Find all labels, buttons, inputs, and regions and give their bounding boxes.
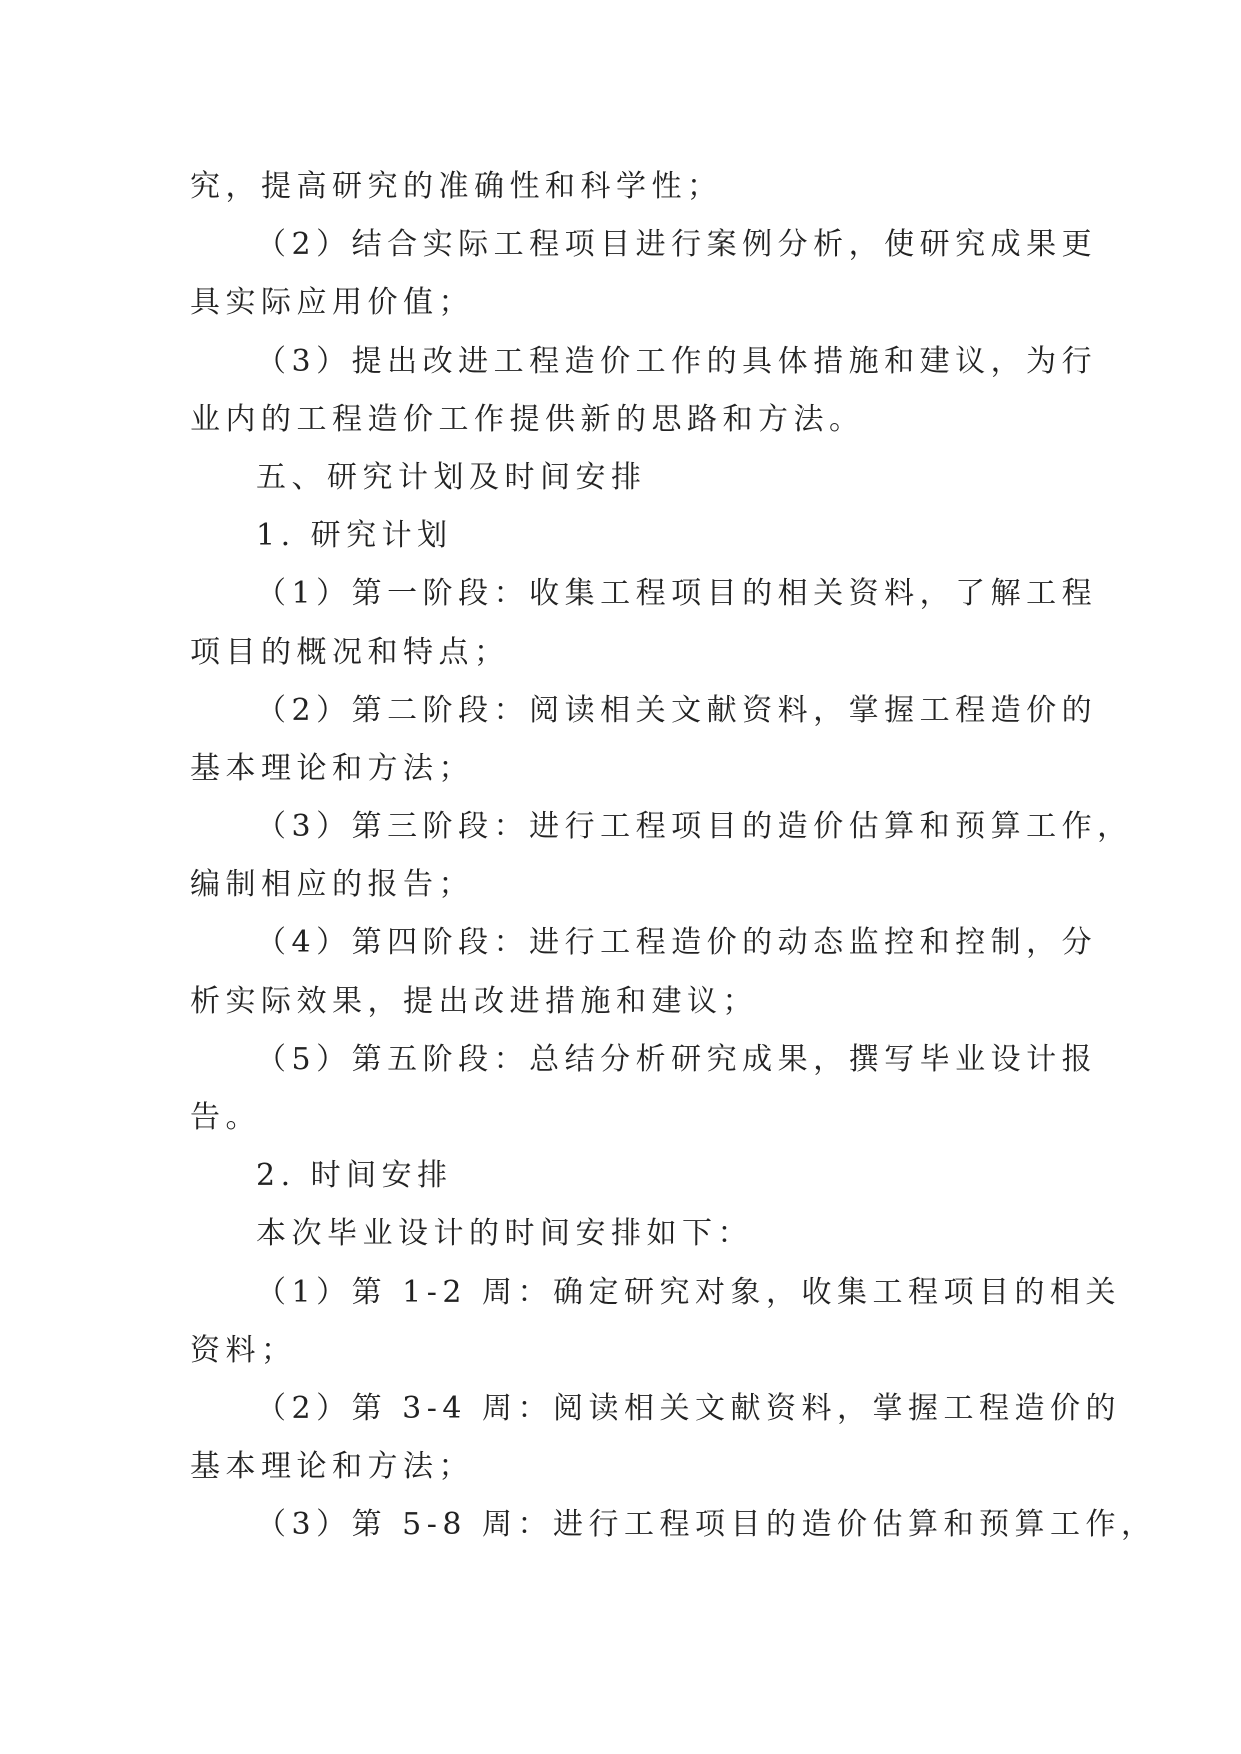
text-line-8: （1）第一阶段：收集工程项目的相关资料，了解工程 <box>256 576 1098 612</box>
text-line-19: 本次毕业设计的时间安排如下： <box>256 1216 753 1252</box>
section-heading-5: 五、研究计划及时间安排 <box>256 459 647 495</box>
text-line-10: （2）第二阶段：阅读相关文献资料，掌握工程造价的 <box>256 692 1098 728</box>
text-line-22: （2）第 3-4 周：阅读相关文献资料，掌握工程造价的 <box>256 1390 1121 1426</box>
text-line-3: 具实际应用价值； <box>190 285 474 321</box>
text-line-23: 基本理论和方法； <box>190 1449 474 1485</box>
text-line-13: 编制相应的报告； <box>190 867 474 903</box>
text-line-1: 究，提高研究的准确性和科学性； <box>190 169 723 204</box>
text-line-16: （5）第五阶段：总结分析研究成果，撰写毕业设计报 <box>256 1041 1098 1077</box>
text-line-14: （4）第四阶段：进行工程造价的动态监控和控制，分 <box>256 925 1098 961</box>
text-line-2: （2）结合实际工程项目进行案例分析，使研究成果更 <box>256 227 1098 263</box>
text-line-24: （3）第 5-8 周：进行工程项目的造价估算和预算工作， <box>256 1507 1157 1543</box>
text-line-11: 基本理论和方法； <box>190 750 474 786</box>
text-line-17: 告。 <box>190 1100 261 1135</box>
text-line-12: （3）第三阶段：进行工程项目的造价估算和预算工作， <box>256 809 1133 845</box>
text-line-20: （1）第 1-2 周：确定研究对象，收集工程项目的相关 <box>256 1274 1121 1310</box>
text-line-9: 项目的概况和特点； <box>190 634 510 670</box>
subheading-research-plan: 1. 研究计划 <box>256 518 453 554</box>
document-page <box>190 158 1157 1555</box>
subheading-time-schedule: 2. 时间安排 <box>256 1158 453 1194</box>
text-line-4: （3）提出改进工程造价工作的具体措施和建议，为行 <box>256 343 1098 379</box>
text-line-21: 资料； <box>190 1332 297 1368</box>
text-line-5: 业内的工程造价工作提供新的思路和方法。 <box>190 401 865 437</box>
text-line-15: 析实际效果，提出改进措施和建议； <box>190 983 758 1019</box>
